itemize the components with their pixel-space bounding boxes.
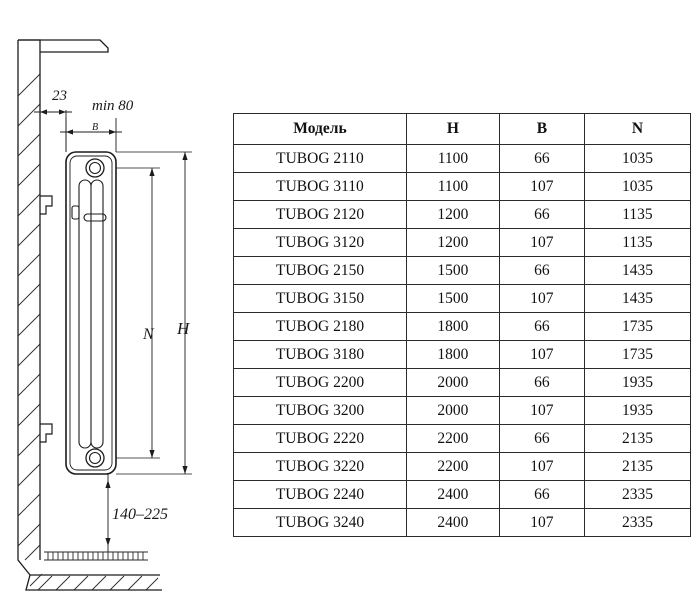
table-row [234,509,691,537]
cell-h: 2400 [406,509,499,537]
floor-hatching [30,574,158,590]
cell-n: 1735 [584,313,690,341]
cell-n: 2135 [584,453,690,481]
cell-h: 1500 [406,257,499,285]
cell-h: 2000 [406,397,499,425]
table-row [234,453,691,481]
dimension-extension-lines [116,152,192,474]
cell-b: 66 [499,201,584,229]
radiator-bottom-fitting [86,449,104,467]
cell-b: 66 [499,481,584,509]
table-row [234,285,691,313]
wall-bracket-top [40,196,52,214]
cell-n: 1035 [584,173,690,201]
cell-b: 107 [499,285,584,313]
cell-n: 1135 [584,201,690,229]
table-row [234,425,691,453]
dimension-label-N: N [143,326,154,343]
header-h: H [406,114,499,145]
cell-h: 1200 [406,229,499,257]
dimension-H [182,152,187,474]
table-body [234,145,691,537]
cell-b: 107 [499,229,584,257]
header-model: Модель [234,114,407,145]
cell-h: 1100 [406,145,499,173]
cell-model: TUBOG 2150 [234,257,407,285]
wall-inner-line [18,40,40,560]
cell-b: 66 [499,145,584,173]
dimension-label-H: H [177,319,190,338]
wall-bracket-bottom [40,424,52,442]
cell-model: TUBOG 2180 [234,313,407,341]
cell-n: 1735 [584,341,690,369]
cell-n: 1435 [584,257,690,285]
cell-b: 66 [499,369,584,397]
table-row [234,173,691,201]
dimension-N [149,168,154,458]
cell-b: 66 [499,425,584,453]
wall-hatching [18,74,40,560]
table-row [234,369,691,397]
floor-grille [44,552,148,560]
cell-h: 1100 [406,173,499,201]
cell-h: 2000 [406,369,499,397]
cell-model: TUBOG 2240 [234,481,407,509]
header-b: B [499,114,584,145]
table-row [234,481,691,509]
cell-b: 107 [499,509,584,537]
cell-n: 1935 [584,397,690,425]
cell-model: TUBOG 3240 [234,509,407,537]
cell-h: 2200 [406,453,499,481]
cell-h: 2400 [406,481,499,509]
cell-model: TUBOG 2200 [234,369,407,397]
table-header [234,114,691,145]
dimension-label-floor-clearance: 140–225 [112,506,168,523]
cell-model: TUBOG 3220 [234,453,407,481]
table-row [234,145,691,173]
cell-n: 1435 [584,285,690,313]
cell-b: 66 [499,257,584,285]
specification-table [233,113,691,537]
ceiling-slab [18,40,108,52]
cell-n: 1035 [584,145,690,173]
specification-table-container [233,113,691,537]
cell-h: 1500 [406,285,499,313]
table-row [234,257,691,285]
cell-model: TUBOG 3200 [234,397,407,425]
cell-model: TUBOG 3110 [234,173,407,201]
cell-h: 1800 [406,313,499,341]
table-row [234,229,691,257]
radiator-technical-drawing [0,0,240,613]
cell-model: TUBOG 3120 [234,229,407,257]
cell-h: 1200 [406,201,499,229]
dimension-min80 [60,118,122,152]
cell-n: 2335 [584,509,690,537]
dimension-label-min80: min 80 [92,98,134,114]
cell-b: 107 [499,397,584,425]
table-row [234,341,691,369]
cell-h: 2200 [406,425,499,453]
radiator-top-fitting [86,159,104,177]
cell-b: 107 [499,453,584,481]
radiator-air-vent [72,206,79,219]
cell-b: 66 [499,313,584,341]
radiator-tubes [79,180,103,448]
header-n: N [584,114,690,145]
cell-model: TUBOG 3180 [234,341,407,369]
table-row [234,397,691,425]
cell-b: 107 [499,173,584,201]
cell-n: 2335 [584,481,690,509]
cell-n: 1935 [584,369,690,397]
table-row [234,201,691,229]
cell-h: 1800 [406,341,499,369]
cell-n: 2135 [584,425,690,453]
table-row [234,313,691,341]
table-header-row [234,114,691,145]
cell-b: 107 [499,341,584,369]
dimension-label-23: 23 [52,88,67,104]
dimension-label-B: B [92,122,99,133]
cell-n: 1135 [584,229,690,257]
cell-model: TUBOG 2110 [234,145,407,173]
cell-model: TUBOG 2220 [234,425,407,453]
cell-model: TUBOG 2120 [234,201,407,229]
cell-model: TUBOG 3150 [234,285,407,313]
dimension-floor-clearance [105,474,110,552]
